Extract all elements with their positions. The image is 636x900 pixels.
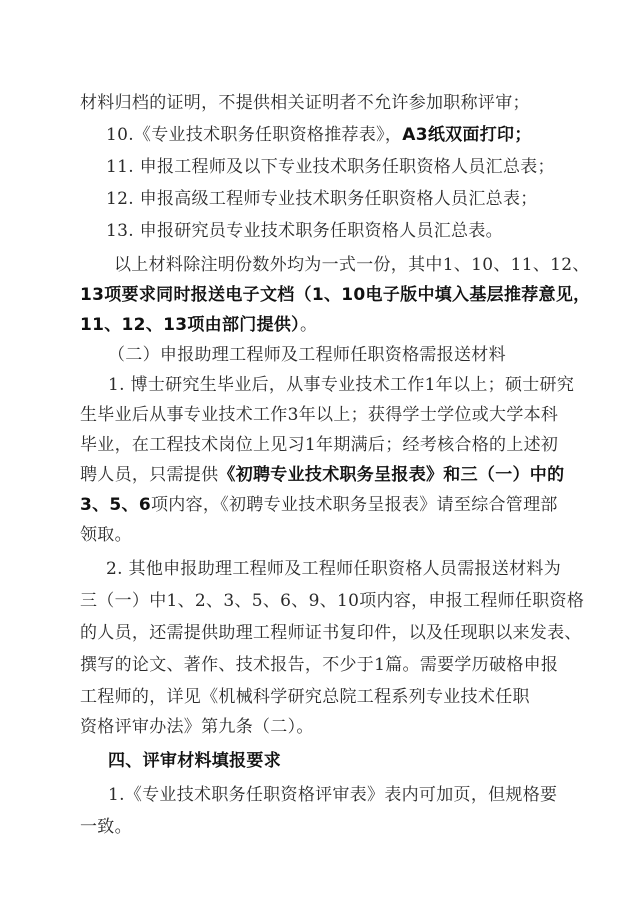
text-line-section-3-items: 三（一）中1、2、3、5、6、9、10项内容，申报工程师任职资格	[80, 591, 585, 611]
subheading-section-2: （二）申报助理工程师及工程师任职资格需报送材料	[108, 345, 506, 365]
text-line-regulation: 资格评审办法》第九条（二）。	[80, 717, 314, 737]
text-line-consistent: 一致。	[80, 817, 132, 837]
text-line-electronic	[80, 284, 590, 306]
text-line-initial-hire	[80, 464, 564, 486]
electronic-lead-text: 13项要求同时报送	[80, 285, 226, 305]
text-line-item-11: 11. 申报工程师及以下专业技术职务任职资格人员汇总表；	[106, 157, 555, 177]
text-line-items-356	[80, 494, 558, 516]
items-356-text: 项内容，《初聘专业技术职务呈报表》请至综合管理部	[151, 495, 558, 515]
department-end-text: 。	[299, 315, 318, 335]
text-line-phd: 1. 博士研究生毕业后，从事专业技术工作1年以上；硕士研究	[108, 375, 575, 395]
initial-hire-bold-text: 《初聘专业技术职务呈报表》和三（一）中的	[218, 465, 565, 485]
text-line-item-12: 12. 申报高级工程师专业技术职务任职资格人员汇总表；	[106, 189, 538, 209]
text-line-1: 材料归档的证明，不提供相关证明者不允许参加职称评审；	[80, 93, 530, 113]
text-line-papers: 撰写的论文、著作、技术报告，不少于1篇。需要学历破格申报	[80, 655, 559, 675]
text-line-review-form: 1.《专业技术职务任职资格评审表》表内可加页，但规格要	[108, 785, 558, 805]
text-line-certificate: 的人员，还需提供助理工程师证书复印件，以及任现职以来发表、	[80, 623, 582, 643]
heading-section-4: 四、评审材料填报要求	[108, 751, 281, 771]
text-line-item-10	[106, 124, 532, 146]
initial-hire-text: 聘人员，只需提供	[80, 465, 219, 485]
text-line-master: 生毕业后从事专业技术工作3年以上；获得学士学位或大学本科	[80, 405, 559, 425]
text-line-department	[80, 314, 317, 336]
text-line-item-13: 13. 申报研究员专业技术职务任职资格人员汇总表。	[106, 221, 503, 241]
item-10-bold-text: A3纸双面打印；	[402, 125, 532, 145]
electronic-bold-text: 电子文档（1、10电子版中填入基层推荐意见，	[225, 285, 591, 305]
text-line-summary: 以上材料除注明份数外均为一式一份，其中1、10、11、12、	[114, 255, 590, 275]
text-line-exception: 工程师的，详见《机械科学研究总院工程系列专业技术任职	[80, 687, 530, 707]
items-356-bold-text: 3、5、6	[80, 495, 151, 515]
text-line-bachelor: 毕业，在工程技术岗位上见习1年期满后；经考核合格的上述初	[80, 435, 559, 455]
department-bold-text: 11、12、13项由部门提供）	[80, 315, 300, 335]
text-line-other-applicants: 2. 其他申报助理工程师及工程师任职资格人员需报送材料为	[106, 559, 562, 579]
text-line-collect: 领取。	[80, 525, 132, 545]
item-10-text: 10.《专业技术职务任职资格推荐表》，	[106, 125, 403, 145]
